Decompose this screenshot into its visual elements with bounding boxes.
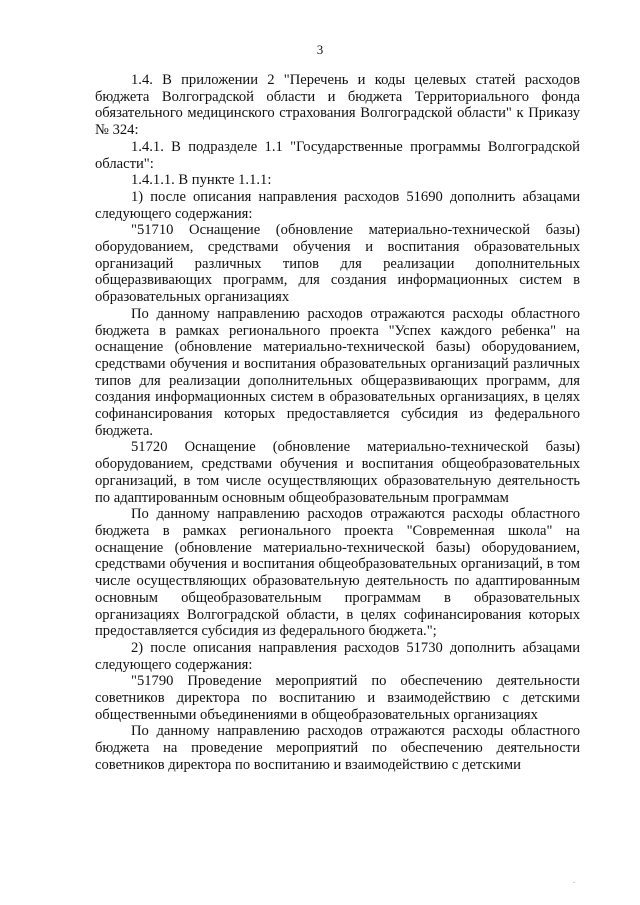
paragraph-51790: "51790 Проведение мероприятий по обеспечению деятельности советников директора по воспитанию и взаимодействию с детскими общественными объединениями в общеобразовательных организациях <box>95 673 580 723</box>
paragraph-51710-description: По данному направлению расходов отражаются расходы областного бюджета в рамках регионального проекта "Успех каждого ребенка" на оснащение (обновление материально-технической базы) оборудованием, средствами обучения и воспитания образовательных организаций различных типов для реализации дополнительных общеразвивающих программ, для создания информационных систем в образовательных организациях, в целях софинансирования которых предоставляется субсидия из федерального бюджета. <box>95 305 580 439</box>
paragraph-subsection-1-1: 1.4.1. В подразделе 1.1 "Государственные программы Волгоградской области": <box>95 138 580 172</box>
paragraph-51720: 51720 Оснащение (обновление материально-технической базы) оборудованием, средствами обучения и воспитания общеобразовательных организаций, в том числе осуществляющих образовательную деятельность по адаптированным основным общеобразовательным программам <box>95 439 580 506</box>
page-number: 3 <box>316 42 324 57</box>
paragraph-51720-description: По данному направлению расходов отражаются расходы областного бюджета в рамках регионального проекта "Современная школа" на оснащение (обновление материально-технической базы) оборудованием, средствами обучения и воспитания общеобразовательных организаций, в том числе осуществляющих образовательную деятельность по адаптированным основным общеобразовательным программам в образовательных организациях Волгоградской области, в целях софинансирования которых предоставляется субсидия из федерального бюджета."; <box>95 506 580 640</box>
paragraph-51790-description: По данному направлению расходов отражаются расходы областного бюджета на проведение мероприятий по обеспечению деятельности советников директора по воспитанию и взаимодействию с детскими <box>95 723 580 773</box>
paragraph-item-1-1-1: 1.4.1.1. В пункте 1.1.1: <box>131 172 272 189</box>
scan-mark: . <box>573 876 575 885</box>
document-body <box>95 72 580 774</box>
paragraph-51710: "51710 Оснащение (обновление материально-технической базы) оборудованием, средствами обучения и воспитания образовательных организаций различных типов для реализации дополнительных общеразвивающих программ, для создания информационных систем в образовательных организациях <box>95 222 580 306</box>
paragraph-after-51690: 1) после описания направления расходов 51690 дополнить абзацами следующего содержания: <box>95 188 580 222</box>
paragraph-after-51730: 2) после описания направления расходов 51730 дополнить абзацами следующего содержания: <box>95 639 580 673</box>
paragraph-appendix-2: 1.4. В приложении 2 "Перечень и коды целевых статей расходов бюджета Волгоградской области и бюджета Территориального фонда обязательного медицинского страхования Волгоградской области" к Приказу № 324: <box>95 72 580 139</box>
